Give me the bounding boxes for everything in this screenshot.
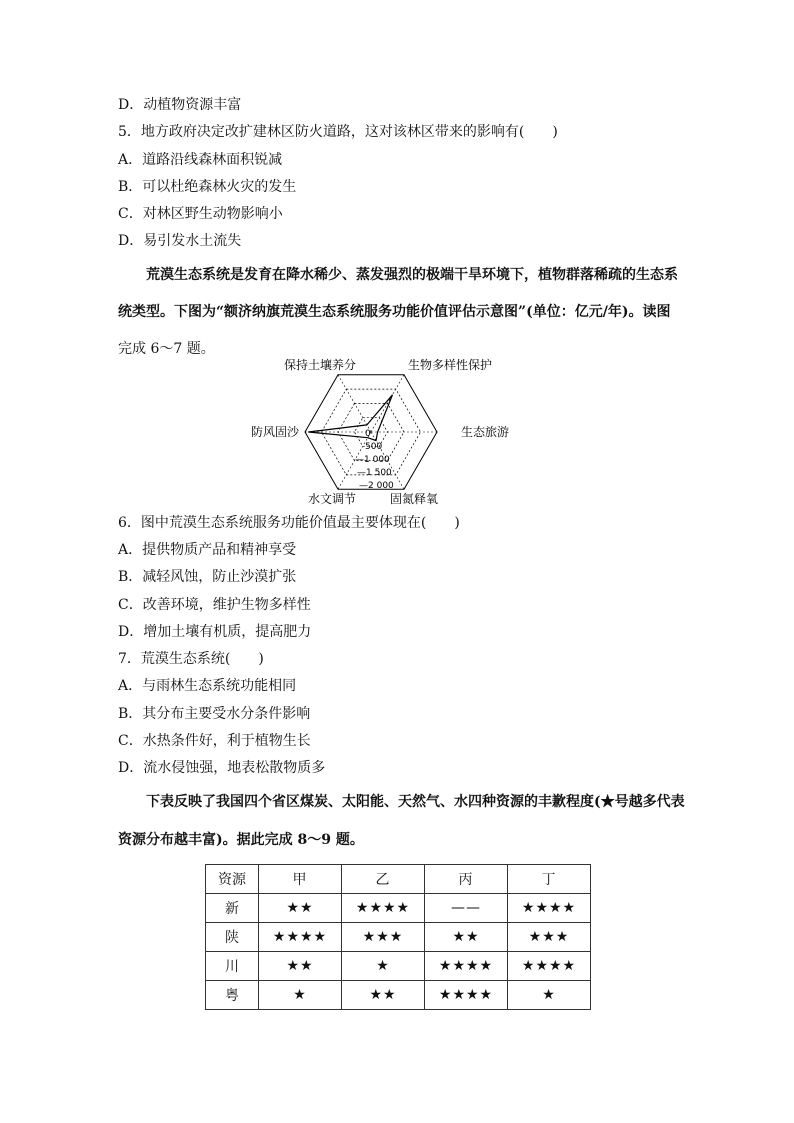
q5-option-a: A．道路沿线森林面积锐减: [118, 152, 283, 168]
table-header-cell: 资源: [206, 865, 259, 894]
radar-axis-label: 水文调节: [308, 492, 357, 507]
radar-center-label: 0: [365, 429, 371, 439]
table-cell: ——: [425, 894, 508, 923]
q7-option-b: B．其分布主要受水分条件影响: [118, 706, 311, 722]
radar-axis-label: 生物多样性保护: [408, 357, 493, 372]
table-cell: ★★★★: [425, 952, 508, 981]
q7-option-c: C．水热条件好，利于植物生长: [118, 733, 311, 749]
passage1-line2: 统类型。下图为“额济纳旗荒漠生态系统服务功能价值评估示意图”(单位：亿元/年)。读图: [118, 304, 671, 320]
q6-option-a: A．提供物质产品和精神享受: [118, 542, 297, 558]
table-cell: ★★★★: [508, 894, 591, 923]
table-cell: ★: [342, 952, 425, 981]
table-cell: ★: [508, 981, 591, 1010]
passage2-line2: 资源分布越丰富)。据此完成 8～9 题。: [118, 832, 364, 848]
table-cell: 新: [206, 894, 259, 923]
passage2-line1: 下表反映了我国四个省区煤炭、太阳能、天然气、水四种资源的丰歉程度(★号越多代表: [146, 794, 685, 810]
q7-option-d: D．流水侵蚀强，地表松散物质多: [118, 760, 326, 776]
table-row: [206, 952, 591, 981]
table-header-cell: 丁: [508, 865, 591, 894]
q4-option-d: D．动植物资源丰富: [118, 97, 242, 113]
radar-axis-label: 保持土壤养分: [284, 357, 357, 372]
q5-option-b: B．可以杜绝森林火灾的发生: [118, 179, 297, 195]
q6-option-d: D．增加土壤有机质，提高肥力: [118, 624, 312, 640]
q6-option-b: B．减轻风蚀，防止沙漠扩张: [118, 569, 297, 585]
table-cell: ★★★★: [342, 894, 425, 923]
radar-chart: [251, 357, 530, 507]
table-cell: ★★★: [508, 923, 591, 952]
radar-ring-label: —1 000: [355, 455, 390, 465]
q6-stem: 6．图中荒漠生态系统服务功能价值最主要体现在( ): [118, 515, 460, 531]
table-cell: 陕: [206, 923, 259, 952]
table-cell: ★★★: [342, 923, 425, 952]
passage1-line3: 完成 6～7 题。: [118, 341, 215, 357]
table-row: [206, 894, 591, 923]
table-header-row: [206, 865, 591, 894]
table-header-cell: 乙: [342, 865, 425, 894]
q7-option-a: A．与雨林生态系统功能相同: [118, 678, 297, 694]
table-row: [206, 923, 591, 952]
resource-table: [205, 864, 591, 1010]
table-cell: ★★: [259, 894, 342, 923]
radar-ring-label: 500: [365, 442, 383, 452]
table-cell: ★★★★: [508, 952, 591, 981]
radar-data-polygon: [308, 395, 392, 441]
table-cell: ★★: [342, 981, 425, 1010]
radar-axis-line: [338, 375, 371, 432]
passage1-line1: 荒漠生态系统是发育在降水稀少、蒸发强烈的极端干旱环境下，植物群落稀疏的生态系: [146, 267, 678, 283]
radar-axis-label: 防风固沙: [251, 425, 300, 439]
table-header-cell: 甲: [259, 865, 342, 894]
radar-ring-label: —2 000: [359, 481, 394, 491]
q5-stem: 5．地方政府决定改扩建林区防火道路，这对该林区带来的影响有( ): [118, 124, 558, 140]
radar-ring-label: —1 500: [357, 468, 392, 478]
table-cell: 粤: [206, 981, 259, 1010]
table-cell: ★★: [425, 923, 508, 952]
table-cell: ★★★★: [259, 923, 342, 952]
q7-stem: 7．荒漠生态系统( ): [118, 651, 264, 667]
table-cell: ★★: [259, 952, 342, 981]
radar-axis-label: 生态旅游: [461, 425, 510, 439]
table-row: [206, 981, 591, 1010]
table-cell: ★: [259, 981, 342, 1010]
q5-option-d: D．易引发水土流失: [118, 233, 242, 249]
table-cell: 川: [206, 952, 259, 981]
q6-option-c: C．改善环境，维护生物多样性: [118, 597, 311, 613]
table-header-cell: 丙: [425, 865, 508, 894]
q5-option-c: C．对林区野生动物影响小: [118, 206, 283, 222]
table-cell: ★★★★: [425, 981, 508, 1010]
radar-axis-label: 固氮释氧: [390, 492, 439, 507]
